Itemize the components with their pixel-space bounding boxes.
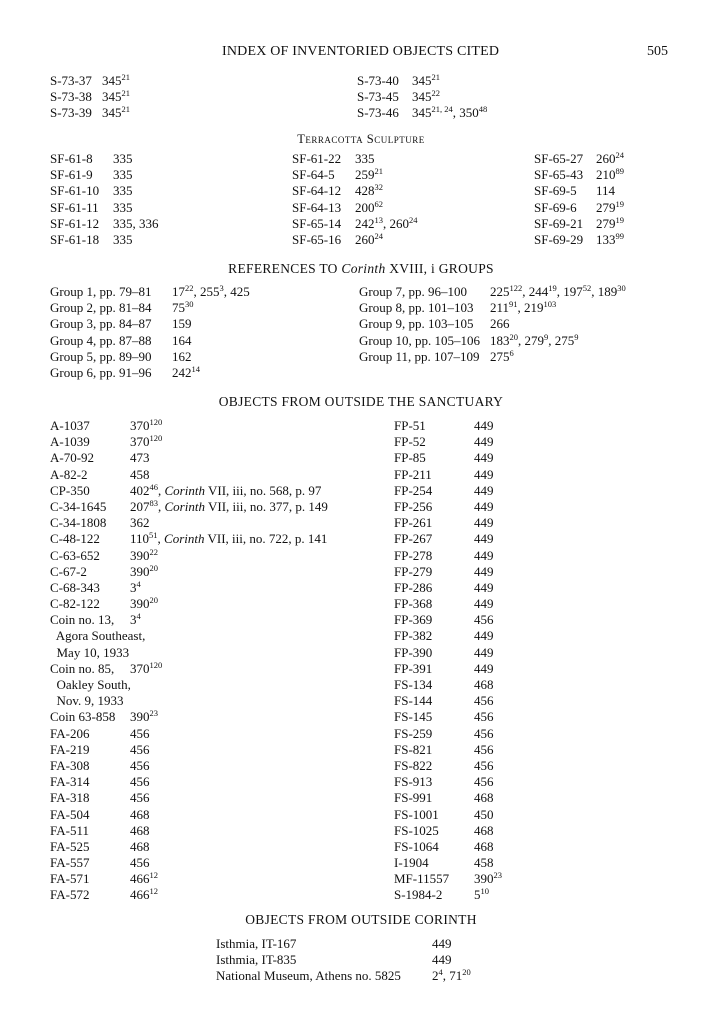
groups-heading-post: XVIII, i GROUPS [385, 261, 494, 276]
entry-key: Isthmia, IT-167 [216, 936, 297, 951]
entry-key: MF-11557 [394, 871, 450, 887]
entry-value: 335 [113, 151, 133, 166]
entry-key: SF-61-22 [292, 151, 342, 166]
entry-key: S-73-46 [357, 105, 399, 121]
entry-key: FP-391 [394, 660, 433, 676]
entry-value: 335, 336 [113, 215, 159, 231]
entry-value: 449 [474, 482, 494, 498]
entry-key: Coin 63-858 [50, 709, 116, 725]
entry-value: 345$^{21, 24}$, $350^{48}$ [412, 104, 488, 121]
entry-key: C-63-652 [50, 547, 100, 563]
entry-key: FS-144 [394, 693, 433, 709]
entry-value: 468 [130, 822, 150, 838]
entry-value: $200^{62}$ [355, 198, 383, 215]
entry-key: SF-61-11 [50, 199, 99, 215]
entry-key: S-73-45 [357, 89, 399, 105]
entry-key: Group 2, pp. 81–84 [50, 300, 152, 316]
entry-value: $345^{21}$ [102, 72, 130, 88]
entry-value: 114 [596, 183, 616, 199]
entry-key: Group 9, pp. 103–105 [359, 316, 474, 332]
entry-key: Nov. 9, 1933 [50, 693, 124, 709]
entry-value: $345^{21}$ [102, 88, 130, 105]
entry-key: FP-52 [394, 434, 426, 450]
entry-key: FA-571 [50, 871, 90, 887]
entry-key: SF-61-10 [50, 183, 100, 199]
entry-value: 449 [474, 547, 494, 563]
entry-value: 456 [474, 741, 494, 757]
entry-value: $402^{46}$, Corinth VII, iii, no. 568, p. 97 [130, 481, 322, 498]
entry-key: S-1984-2 [394, 887, 443, 903]
entry-key: C-67-2 [50, 563, 87, 579]
entry-value: $207^{83}$, Corinth VII, iii, no. 377, p. 149 [130, 497, 328, 514]
entry-value: 164 [172, 332, 192, 348]
entry-value: 449 [474, 498, 494, 514]
entry-value: 449 [474, 660, 494, 676]
entry-value: $279^{19}$ [596, 214, 624, 231]
entry-value: $3^4$ [130, 578, 141, 595]
entry-key: I-1904 [394, 855, 429, 871]
entry-key: FP-51 [394, 418, 426, 433]
entry-key: FP-211 [394, 466, 432, 482]
outside-sanctuary-heading: OBJECTS FROM OUTSIDE THE SANCTUARY [218, 394, 504, 409]
entry-key: FS-1064 [394, 838, 439, 854]
entry-key: CP-350 [50, 482, 90, 498]
entry-value: 468 [474, 838, 494, 854]
entry-value: 449 [474, 596, 494, 612]
entry-value: 159 [172, 316, 192, 332]
entry-key: SF-65-16 [292, 231, 342, 247]
entry-key: Group 7, pp. 96–100 [359, 284, 467, 299]
entry-key: SF-65-14 [292, 215, 342, 231]
entry-value: $210^{89}$ [596, 166, 624, 183]
entry-key: SF-69-6 [534, 199, 577, 215]
entry-key: FS-913 [394, 774, 433, 790]
entry-key: FA-525 [50, 838, 90, 854]
entry-key: National Museum, Athens no. 5825 [216, 968, 401, 984]
entry-value: 449 [474, 579, 494, 595]
entry-value: 458 [474, 855, 494, 871]
entry-key: FS-1025 [394, 822, 439, 838]
entry-value: 335 [113, 167, 133, 183]
entry-value: 456 [474, 709, 494, 725]
groups-heading-italic: Corinth [341, 261, 386, 276]
entry-key: Isthmia, IT-835 [216, 952, 297, 968]
entry-key: Oakley South, [50, 677, 131, 692]
entry-key: FA-504 [50, 806, 90, 822]
entry-key: FP-278 [394, 547, 433, 563]
entry-key: Agora Southeast, [50, 628, 146, 644]
entry-value: $242^{13}$, $260^{24}$ [355, 214, 418, 231]
entry-value: 449 [474, 644, 494, 660]
entry-key: FP-390 [394, 644, 433, 660]
entry-key: Group 4, pp. 87–88 [50, 332, 152, 348]
entry-key: Group 3, pp. 84–87 [50, 316, 152, 332]
entry-key: Group 10, pp. 105–106 [359, 332, 480, 348]
entry-value: 449 [474, 563, 494, 579]
entry-value: $428^{32}$ [355, 182, 383, 199]
entry-value: $390^{23}$ [474, 870, 502, 887]
entry-value: $260^{24}$ [355, 230, 383, 247]
entry-key: SF-61-8 [50, 151, 93, 166]
entry-value: 449 [474, 531, 494, 547]
entry-value: 449 [432, 952, 452, 968]
entry-key: FP-286 [394, 579, 433, 595]
entry-value: 335 [113, 199, 133, 215]
entry-key: May 10, 1933 [50, 644, 130, 660]
entry-value: $390^{20}$ [130, 562, 158, 579]
entry-key: S-73-37 [50, 73, 92, 88]
entry-key: FA-572 [50, 887, 90, 903]
entry-value: $390^{23}$ [130, 708, 158, 725]
entry-key: FA-308 [50, 757, 90, 773]
entry-key: SF-69-21 [534, 215, 584, 231]
entry-value: $260^{24}$ [596, 150, 624, 166]
entry-key: FA-557 [50, 855, 90, 871]
entry-key: SF-69-5 [534, 183, 577, 199]
entry-value: $390^{20}$ [130, 595, 158, 612]
entry-value: 456 [474, 774, 494, 790]
entry-value: 335 [113, 231, 133, 247]
entry-value: $370^{120}$ [130, 417, 163, 433]
groups-heading-pre: REFERENCES TO [228, 261, 342, 276]
entry-key: FA-314 [50, 774, 90, 790]
entry-value: 335 [355, 151, 375, 166]
entry-key: FS-259 [394, 725, 433, 741]
entry-value: 449 [474, 418, 494, 433]
entry-key: S-73-39 [50, 105, 92, 121]
entry-value: $242^{14}$ [172, 363, 200, 380]
entry-value: 456 [130, 790, 150, 806]
entry-key: Group 6, pp. 91–96 [50, 364, 152, 380]
entry-value: 362 [130, 515, 150, 531]
entry-key: SF-65-27 [534, 151, 584, 166]
entry-key: A-1037 [50, 418, 90, 433]
entry-value: 456 [130, 757, 150, 773]
entry-key: FP-261 [394, 515, 433, 531]
entry-key: SF-65-43 [534, 167, 584, 183]
entry-value: $370^{120}$ [130, 433, 163, 450]
entry-value: 456 [474, 612, 494, 628]
entry-key: SF-64-13 [292, 199, 342, 215]
entry-value: 456 [130, 855, 150, 871]
entry-value: $133^{99}$ [596, 230, 624, 247]
entry-value: 473 [130, 450, 150, 466]
entry-value: 468 [474, 790, 494, 806]
entry-key: C-34-1808 [50, 515, 107, 531]
entry-key: C-34-1645 [50, 498, 107, 514]
entry-value: 456 [474, 757, 494, 773]
entry-value: $259^{21}$ [355, 166, 383, 183]
entry-key: A-1039 [50, 434, 90, 450]
entry-value: $370^{120}$ [130, 659, 163, 676]
entry-value: 449 [474, 628, 494, 644]
entry-value: $279^{19}$ [596, 198, 624, 215]
entry-key: FS-821 [394, 741, 433, 757]
entry-value: $3^4$ [130, 611, 141, 628]
entry-key: SF-64-5 [292, 167, 335, 183]
entry-value: $225^{122}$, $244^{19}$, $197^{52}$, $189^{30}$ [490, 283, 626, 299]
entry-key: FP-369 [394, 612, 433, 628]
entry-key: C-48-122 [50, 531, 100, 547]
entry-value: $211^{91}$, $219^{103}$ [490, 299, 557, 316]
entry-key: A-82-2 [50, 466, 88, 482]
entry-key: SF-61-9 [50, 167, 93, 183]
entry-value: 456 [474, 693, 494, 709]
entry-key: Coin no. 13, [50, 612, 115, 628]
entry-key: SF-61-18 [50, 231, 100, 247]
outside-corinth-heading: OBJECTS FROM OUTSIDE CORINTH [245, 912, 477, 927]
entry-value: $2^4$, $71^{20}$ [432, 967, 471, 984]
entry-key: FP-382 [394, 628, 433, 644]
entry-key: FS-991 [394, 790, 433, 806]
entry-value: 449 [474, 515, 494, 531]
entry-value: 456 [130, 725, 150, 741]
entry-key: S-73-40 [357, 73, 399, 88]
entry-value: $110^{51}$, Corinth VII, iii, no. 722, p. 141 [130, 530, 328, 547]
entry-key: Group 1, pp. 79–81 [50, 284, 152, 299]
entry-key: FA-511 [50, 822, 89, 838]
entry-key: FA-219 [50, 741, 90, 757]
entry-value: 468 [474, 677, 494, 692]
entry-key: FP-279 [394, 563, 433, 579]
entry-value: 266 [490, 316, 510, 332]
entry-value: 449 [474, 450, 494, 466]
entry-value: $183^{20}$, $279^9$, $275^9$ [490, 331, 579, 348]
terracotta-heading: Terracotta Sculpture [297, 132, 425, 146]
entry-key: Group 5, pp. 89–90 [50, 348, 152, 364]
entry-key: FS-1001 [394, 806, 439, 822]
entry-key: C-82-122 [50, 596, 100, 612]
entry-key: FP-254 [394, 482, 433, 498]
entry-value: 468 [474, 822, 494, 838]
entry-value: $466^{12}$ [130, 870, 158, 887]
entry-key: FA-206 [50, 725, 90, 741]
entry-value: $390^{22}$ [130, 546, 158, 563]
entry-key: FP-368 [394, 596, 433, 612]
entry-key: Group 8, pp. 101–103 [359, 300, 474, 316]
entry-key: FS-145 [394, 709, 433, 725]
entry-key: C-68-343 [50, 579, 100, 595]
entry-value: 468 [130, 806, 150, 822]
entry-value: $5^{10}$ [474, 886, 489, 903]
entry-key: SF-61-12 [50, 215, 100, 231]
entry-value: 456 [474, 725, 494, 741]
entry-value: $345^{21}$ [102, 104, 130, 121]
entry-value: 449 [474, 434, 494, 450]
entry-key: FS-822 [394, 757, 433, 773]
entry-key: Coin no. 85, [50, 660, 115, 676]
entry-value: $466^{12}$ [130, 886, 158, 903]
entry-value: 458 [130, 466, 150, 482]
page-title: INDEX OF INVENTORIED OBJECTS CITED [222, 44, 500, 59]
entry-key: FP-256 [394, 498, 433, 514]
entry-key: Group 11, pp. 107–109 [359, 348, 480, 364]
entry-value: 456 [130, 741, 150, 757]
entry-value: $75^{30}$ [172, 299, 194, 316]
entry-key: A-70-92 [50, 450, 95, 466]
entry-value: $17^{22}$, $255^3$, 425 [172, 283, 250, 299]
entry-value: 335 [113, 183, 133, 199]
entry-value: $345^{22}$ [412, 88, 440, 105]
entry-value: 450 [474, 806, 494, 822]
entry-key: FP-85 [394, 450, 426, 466]
entry-key: FS-134 [394, 677, 433, 692]
groups-heading [0, 261, 722, 277]
entry-key: SF-64-12 [292, 183, 342, 199]
entry-value: 449 [432, 936, 452, 951]
entry-value: 162 [172, 348, 192, 364]
entry-key: SF-69-29 [534, 231, 584, 247]
entry-value: 468 [130, 838, 150, 854]
entry-value: 449 [474, 466, 494, 482]
entry-key: FA-318 [50, 790, 90, 806]
entry-value: $345^{21}$ [412, 72, 440, 88]
entry-value: 456 [130, 774, 150, 790]
page-number: 505 [647, 44, 668, 59]
entry-key: FP-267 [394, 531, 433, 547]
entry-value: $275^6$ [490, 347, 514, 364]
entry-key: S-73-38 [50, 89, 92, 105]
